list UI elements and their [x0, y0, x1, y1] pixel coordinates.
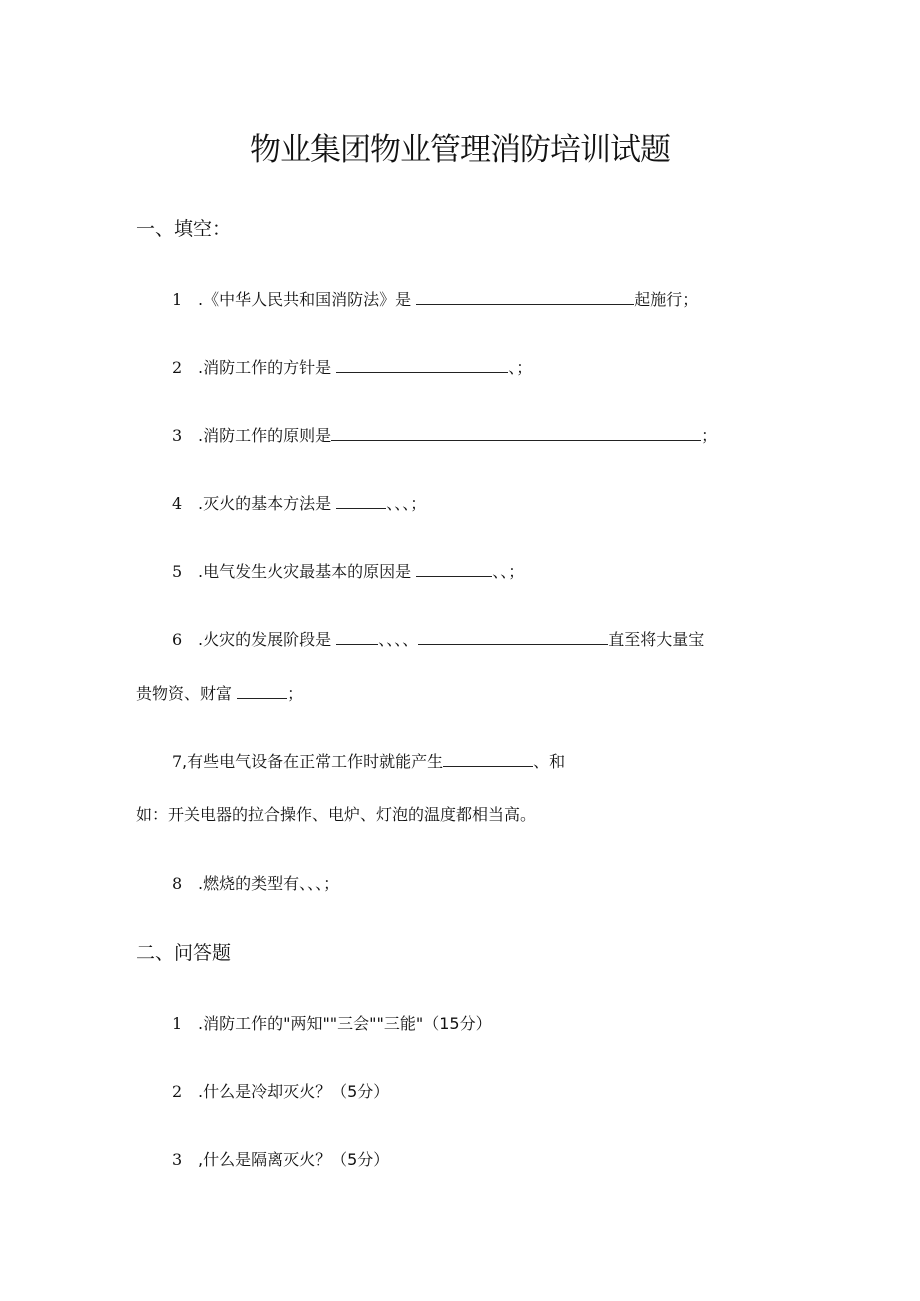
fill-question-1 [172, 287, 698, 310]
fill-question-8 [172, 871, 339, 894]
question-number: 2 [172, 358, 183, 377]
fill-question-6-continued [136, 681, 303, 704]
question-number: 7 [172, 752, 183, 771]
question-text-tail: 直至将大量宝 [608, 630, 705, 649]
question-text-tail: ； [287, 684, 304, 703]
fill-question-7-continued: 如：开关电器的拉合操作、电炉、灯泡的温度都相当高。 [136, 805, 537, 824]
question-text: .火灾的发展阶段是 [198, 630, 332, 649]
question-text-tail: 、、； [492, 562, 525, 581]
question-number: 6 [172, 630, 183, 649]
qa-question-1 [172, 1011, 492, 1034]
question-text: .燃烧的类型有、、、； [198, 874, 340, 893]
answer-blank[interactable] [336, 358, 508, 373]
qa-question-2 [172, 1079, 389, 1102]
fill-question-2 [172, 355, 532, 378]
question-text: .什么是冷却灭火？（5分） [198, 1082, 390, 1101]
answer-blank[interactable] [418, 630, 608, 645]
question-text: ,有些电气设备在正常工作时就能产生 [182, 752, 444, 771]
question-text: .《中华人民共和国消防法》是 [198, 290, 412, 309]
answer-blank[interactable] [237, 684, 287, 699]
fill-question-3 [172, 423, 717, 446]
answer-blank[interactable] [416, 562, 492, 577]
question-text-tail: 起施行； [634, 290, 699, 309]
fill-question-5 [172, 559, 524, 582]
question-number: 3 [172, 1150, 183, 1169]
section-heading-qa: 二、问答题 [136, 942, 232, 964]
question-text: 贵物资、财富 [136, 684, 233, 703]
fill-question-6 [172, 627, 704, 650]
answer-blank[interactable] [336, 494, 386, 509]
fill-question-7 [172, 749, 565, 772]
question-text: .消防工作的"两知""三会""三能"（15分） [198, 1014, 492, 1033]
question-number: 2 [172, 1082, 183, 1101]
question-number: 4 [172, 494, 183, 513]
question-text-mid: 、、、、 [378, 630, 419, 649]
question-text: .消防工作的方针是 [198, 358, 332, 377]
question-text-tail: 、、、； [386, 494, 427, 513]
question-number: 1 [172, 1014, 183, 1033]
question-number: 5 [172, 562, 183, 581]
question-text: ,什么是隔离灭火？（5分） [198, 1150, 390, 1169]
question-number: 8 [172, 874, 183, 893]
question-number: 1 [172, 290, 183, 309]
question-text: .消防工作的原则是 [198, 426, 332, 445]
fill-question-4 [172, 491, 426, 514]
question-text-tail: ； [701, 426, 718, 445]
question-text: .灭火的基本方法是 [198, 494, 332, 513]
answer-blank[interactable] [336, 630, 378, 645]
question-text: .电气发生火灾最基本的原因是 [198, 562, 412, 581]
question-text-tail: 、和 [533, 752, 566, 771]
answer-blank[interactable] [331, 426, 701, 441]
answer-blank[interactable] [443, 752, 533, 767]
qa-question-3 [172, 1147, 389, 1170]
question-text-tail: 、； [508, 358, 533, 377]
page-title: 物业集团物业管理消防培训试题 [250, 132, 670, 168]
section-heading-fill-blank: 一、填空： [136, 218, 232, 240]
question-number: 3 [172, 426, 183, 445]
answer-blank[interactable] [416, 290, 634, 305]
